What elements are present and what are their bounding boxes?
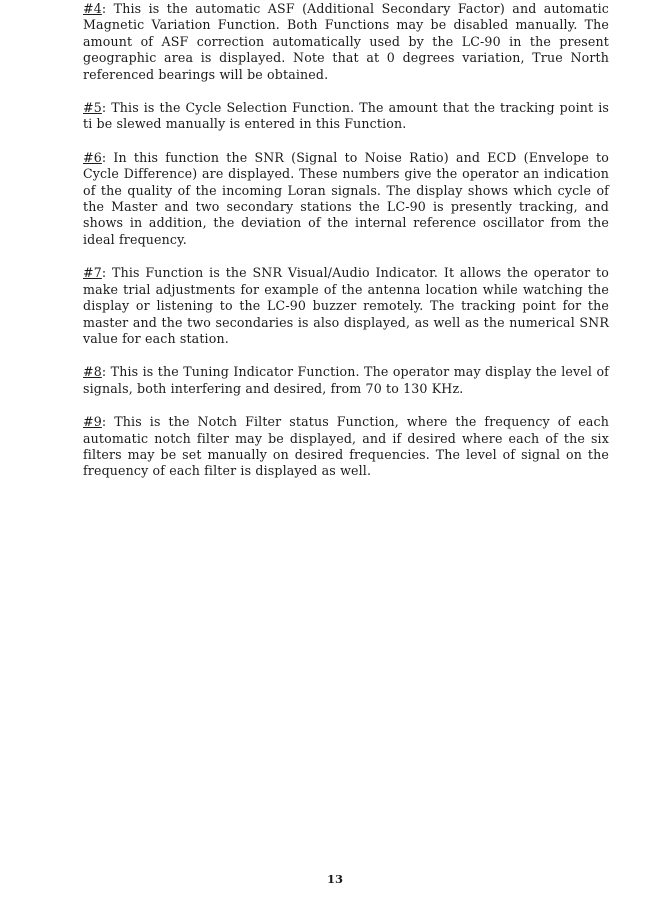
paragraph-function-6 (83, 150, 609, 248)
function-number: #9 (83, 414, 102, 430)
paragraph-function-5 (83, 100, 609, 133)
paragraph-text: : In this function the SNR (Signal to Noise Ratio) and ECD (Envelope to Cycle Difference) are displayed. These numbers give the operator an indication of the quality of the incoming Loran signals. The display shows which cycle of the Master and two secondary stations the LC-90 is presently tracking, and shows in addition, the deviation of the internal reference oscillator from the ideal frequency. (83, 149, 609, 247)
paragraph-text: : This is the Cycle Selection Function. The amount that the tracking point is ti be slewed manually is entered in this Function. (83, 100, 609, 132)
paragraph-text: : This is the Notch Filter status Function, where the frequency of each automatic notch filter may be displayed, and if desired where each of the six filters may be set manually on desired frequencies. The level of signal on the frequency of each filter is displayed as well. (83, 414, 609, 479)
function-number: #8 (83, 364, 102, 380)
paragraph-function-9 (83, 414, 609, 480)
paragraph-function-7 (83, 265, 609, 347)
function-number: #4 (83, 1, 102, 16)
paragraph-list (83, 1, 609, 497)
page-number: 13 (326, 872, 343, 886)
function-number: #6 (83, 149, 102, 165)
function-number: #7 (83, 265, 102, 281)
paragraph-function-8 (83, 364, 609, 397)
paragraph-text: : This Function is the SNR Visual/Audio Indicator. It allows the operator to make trial adjustments for example of the antenna location while watching the display or listening to the LC-90 buzzer remotely. The tracking point for the master and the two secondaries is also displayed, as well as the numerical SNR value for each station. (83, 265, 609, 346)
paragraph-function-4 (83, 1, 609, 83)
function-number: #5 (83, 100, 102, 116)
paragraph-text: : This is the Tuning Indicator Function. The operator may display the level of signals, both interfering and desired, from 70 to 130 KHz. (83, 364, 609, 396)
paragraph-text: : This is the automatic ASF (Additional Secondary Factor) and automatic Magnetic Variation Function. Both Functions may be disabled manually. The amount of ASF correction automatically used by the LC-90 in the present geographic area is displayed. Note that at 0 degrees variation, True North referenced bearings will be obtained. (83, 1, 609, 82)
